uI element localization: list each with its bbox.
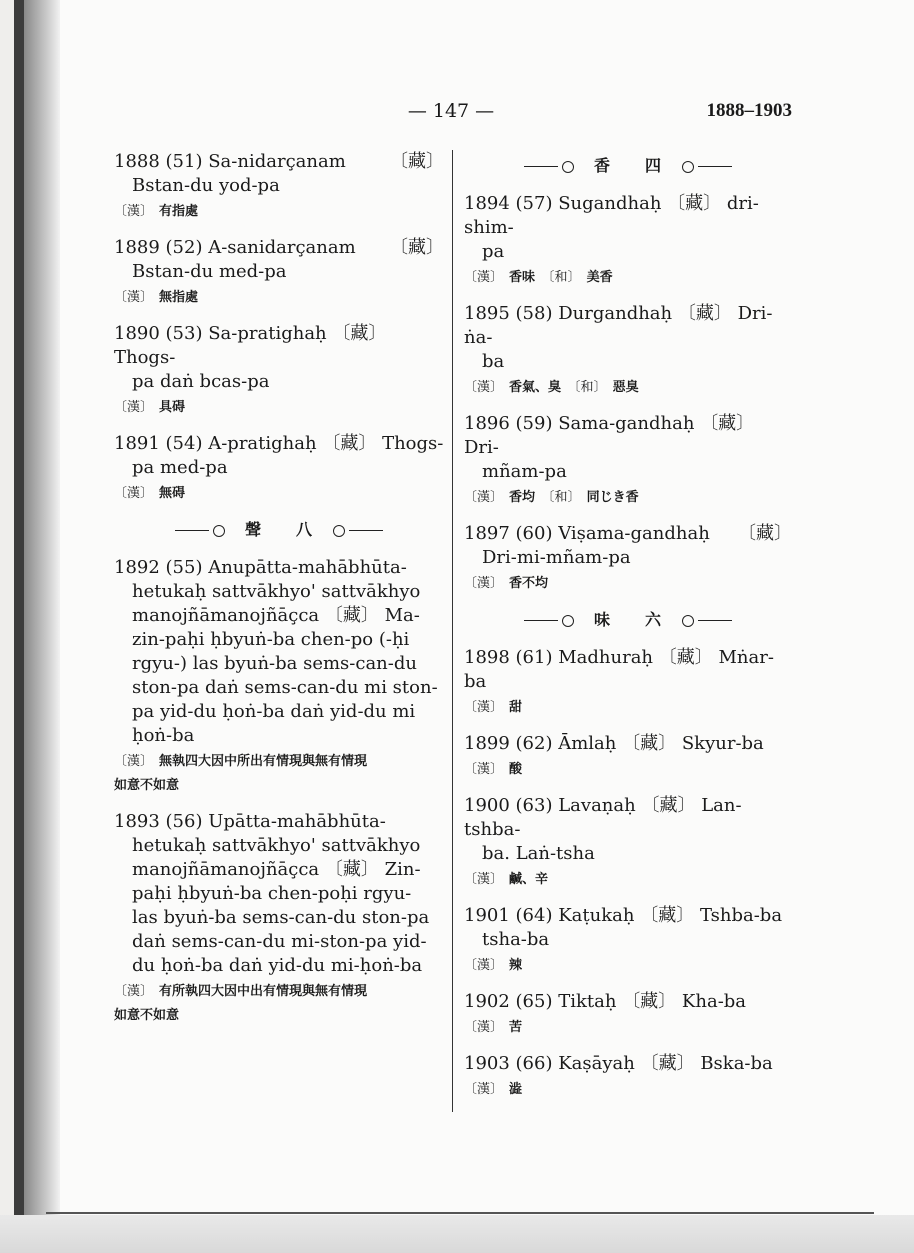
chinese-term: 香不均: [509, 576, 549, 591]
tibetan-tag: 〔藏〕: [390, 237, 444, 258]
tibetan-term: Tshba-ba: [699, 905, 783, 926]
entry-number: 1898 (61): [464, 647, 553, 668]
sanskrit-term: Sugandhaḥ: [558, 193, 662, 214]
page-bottom-rule: [46, 1212, 874, 1214]
dictionary-entry: [464, 522, 792, 594]
entry-continuation: pa daṅ bcas-pa: [132, 371, 270, 392]
chinese-equivalent: [464, 574, 792, 594]
section-heading-smell: 香 四: [464, 154, 792, 178]
chinese-equivalent: [464, 378, 792, 398]
chinese-tag: 〔漢〕: [114, 486, 154, 501]
entry-continuation: ḥoṅ-ba: [132, 725, 195, 746]
chinese-tag: 〔漢〕: [464, 270, 504, 285]
entry-number: 1902 (65): [464, 991, 553, 1012]
entry-headline: [464, 192, 792, 240]
chinese-term: 無碍: [159, 486, 186, 501]
entry-continuation: hetukaḥ sattvākhyo' sattvākhyo: [132, 581, 421, 602]
japanese-tag: 〔和〕: [574, 380, 607, 395]
tibetan-tag: 〔藏〕: [677, 303, 732, 324]
dictionary-entry: [464, 646, 792, 718]
entry-number: 1896 (59): [464, 413, 553, 434]
chinese-term: 苦: [509, 1020, 523, 1035]
sanskrit-term: Tiktaḥ: [558, 991, 617, 1012]
sanskrit-term: Viṣama-gandhaḥ: [558, 523, 710, 544]
sanskrit-term: Sama-gandhaḥ: [558, 413, 695, 434]
tibetan-tag: 〔藏〕: [738, 523, 792, 544]
sanskrit-term: Durgandhaḥ: [558, 303, 673, 324]
entry-headline: [114, 322, 444, 370]
entry-range: 1888–1903: [706, 100, 792, 121]
tibetan-tag: 〔藏〕: [667, 193, 722, 214]
tibetan-tag: 〔藏〕: [700, 413, 755, 434]
entry-continuation: Bstan-du med-pa: [132, 261, 287, 282]
entry-headline: [114, 556, 444, 580]
chinese-tag: 〔漢〕: [464, 1020, 504, 1035]
tibetan-tag: 〔藏〕: [640, 905, 695, 926]
entry-continuation: du ḥoṅ-ba daṅ yid-du mi-ḥoṅ-ba: [132, 955, 423, 976]
entry-headline: [114, 236, 444, 260]
tibetan-term: dri-shim-: [464, 193, 759, 238]
chinese-tag: 〔漢〕: [464, 576, 504, 591]
tibetan-term: Dri-: [464, 437, 499, 458]
chinese-tag: 〔漢〕: [114, 984, 154, 999]
entry-continuation: ston-pa daṅ sems-can-du mi ston-: [132, 677, 438, 698]
chinese-term: 澁: [509, 1082, 523, 1097]
dictionary-entry: [114, 432, 444, 504]
tibetan-tag: 〔藏〕: [641, 795, 696, 816]
entry-continuation: hetukaḥ sattvākhyo' sattvākhyo: [132, 835, 421, 856]
chinese-term: 有所執四大因中出有情現與無有情現: [159, 984, 368, 999]
chinese-tag: 〔漢〕: [464, 490, 504, 505]
japanese-term: 同じき香: [586, 490, 639, 505]
chinese-equivalent-cont: 如意不如意: [114, 778, 180, 793]
entry-number: 1901 (64): [464, 905, 553, 926]
tibetan-tag: 〔藏〕: [322, 433, 377, 454]
chinese-equivalent: [464, 760, 792, 780]
chinese-equivalent: [114, 982, 444, 1002]
dictionary-entry: [464, 794, 792, 890]
dictionary-entry: [114, 556, 444, 796]
dictionary-entry: [464, 990, 792, 1038]
chinese-equivalent: [114, 288, 444, 308]
entry-number: 1903 (66): [464, 1053, 553, 1074]
dictionary-entry: [464, 904, 792, 976]
entry-continuation: pa: [482, 241, 505, 262]
dictionary-entry: [464, 412, 792, 508]
entry-headline: [464, 904, 792, 928]
column-divider: [452, 150, 453, 1112]
tibetan-tag: 〔藏〕: [332, 323, 387, 344]
japanese-tag: 〔和〕: [548, 270, 581, 285]
entry-headline: [114, 150, 444, 174]
chinese-equivalent: [114, 202, 444, 222]
entry-headline: [114, 432, 444, 456]
right-column: [464, 150, 792, 1114]
entry-continuation: las byuṅ-ba sems-can-du ston-pa: [132, 907, 430, 928]
chinese-equivalent: [114, 398, 444, 418]
section-heading-sound: 聲 八: [114, 518, 444, 542]
entry-number: 1893 (56): [114, 811, 203, 832]
sanskrit-term: Kaṣāyaḥ: [558, 1053, 635, 1074]
dictionary-entry: [464, 192, 792, 288]
chinese-term: 酸: [509, 762, 523, 777]
tibetan-term: Kha-ba: [681, 991, 747, 1012]
tibetan-term: Skyur-ba: [681, 733, 764, 754]
entry-continuation: ba. Laṅ-tsha: [482, 843, 595, 864]
tibetan-term: Lan-tshba-: [464, 795, 742, 840]
entry-number: 1891 (54): [114, 433, 203, 454]
sanskrit-term: A-sanidarçanam: [208, 237, 356, 258]
chinese-equivalent-cont: 如意不如意: [114, 1008, 180, 1023]
dictionary-entry: [464, 732, 792, 780]
chinese-term: 無指處: [159, 290, 199, 305]
section-heading-taste: 味 六: [464, 608, 792, 632]
dictionary-entry: [464, 1052, 792, 1100]
chinese-term: 有指處: [159, 204, 199, 219]
chinese-equivalent: [464, 1080, 792, 1100]
entry-number: 1895 (58): [464, 303, 553, 324]
entry-headline: [464, 1052, 792, 1076]
entry-number: 1892 (55): [114, 557, 203, 578]
chinese-equivalent: [114, 484, 444, 504]
sanskrit-term: Upātta-mahābhūta-: [208, 811, 386, 832]
page-number: — 147 —: [407, 100, 495, 122]
japanese-tag: 〔和〕: [548, 490, 581, 505]
tibetan-tag: 〔藏〕: [622, 733, 677, 754]
chinese-tag: 〔漢〕: [464, 700, 504, 715]
chinese-equivalent: [114, 752, 444, 772]
chinese-tag: 〔漢〕: [114, 290, 154, 305]
sanskrit-term: Madhuraḥ: [558, 647, 654, 668]
chinese-term: 甜: [509, 700, 523, 715]
sanskrit-term: A-pratighaḥ: [208, 433, 317, 454]
entry-headline: [464, 732, 792, 756]
tibetan-term: Thogs-: [114, 347, 176, 368]
chinese-term: 香均: [509, 490, 536, 505]
chinese-equivalent: [464, 870, 792, 890]
entry-continuation: manojñāmanojñāçca 〔藏〕 Zin-: [132, 859, 421, 880]
chinese-tag: 〔漢〕: [464, 762, 504, 777]
chinese-term: 辣: [509, 958, 523, 973]
sanskrit-term: Lavaṇaḥ: [558, 795, 636, 816]
sanskrit-term: Āmlaḥ: [558, 733, 617, 754]
entry-continuation: manojñāmanojñāçca 〔藏〕 Ma-: [132, 605, 420, 626]
entry-headline: [464, 522, 792, 546]
entry-continuation: tsha-ba: [482, 929, 550, 950]
entry-number: 1899 (62): [464, 733, 553, 754]
dictionary-entry: [114, 322, 444, 418]
tibetan-tag: 〔藏〕: [658, 647, 713, 668]
entry-continuation: zin-paḥi ḥbyuṅ-ba chen-po (-ḥi: [132, 629, 410, 650]
entry-continuation: Bstan-du yod-pa: [132, 175, 280, 196]
chinese-equivalent: [464, 1018, 792, 1038]
chinese-term: 無執四大因中所出有情現與無有情現: [159, 754, 368, 769]
dictionary-entry: [114, 810, 444, 1026]
tibetan-term: Thogs-: [382, 433, 444, 454]
dictionary-entry: [114, 236, 444, 308]
chinese-term: 具碍: [159, 400, 186, 415]
japanese-term: 惡臭: [612, 380, 639, 395]
sanskrit-term: Kaṭukaḥ: [558, 905, 635, 926]
entry-continuation: paḥi ḥbyuṅ-ba chen-poḥi rgyu-: [132, 883, 412, 904]
chinese-equivalent: [464, 698, 792, 718]
entry-number: 1889 (52): [114, 237, 203, 258]
chinese-tag: 〔漢〕: [464, 1082, 504, 1097]
entry-headline: [464, 990, 792, 1014]
entry-number: 1897 (60): [464, 523, 553, 544]
entry-number: 1890 (53): [114, 323, 203, 344]
entry-headline: [464, 794, 792, 842]
sanskrit-term: Anupātta-mahābhūta-: [208, 557, 407, 578]
left-column: [114, 150, 444, 1040]
chinese-tag: 〔漢〕: [464, 380, 504, 395]
entry-headline: [464, 646, 792, 694]
tibetan-tag: 〔藏〕: [640, 1053, 695, 1074]
dictionary-entry: [464, 302, 792, 398]
page-bottom-edge: [0, 1215, 914, 1253]
chinese-tag: 〔漢〕: [114, 754, 154, 769]
chinese-term: 香味: [509, 270, 536, 285]
entry-continuation: pa yid-du ḥoṅ-ba daṅ yid-du mi: [132, 701, 416, 722]
sanskrit-term: Sa-pratighaḥ: [208, 323, 327, 344]
japanese-term: 美香: [586, 270, 613, 285]
chinese-equivalent: [464, 488, 792, 508]
tibetan-term: Mṅar-ba: [464, 647, 774, 692]
chinese-equivalent: [464, 956, 792, 976]
entry-headline: [114, 810, 444, 834]
chinese-term: 香氣、臭: [509, 380, 562, 395]
entry-continuation: mñam-pa: [482, 461, 567, 482]
entry-number: 1888 (51): [114, 151, 203, 172]
entry-continuation: Dri-mi-mñam-pa: [482, 547, 631, 568]
chinese-equivalent: [464, 268, 792, 288]
entry-continuation: daṅ sems-can-du mi-ston-pa yid-: [132, 931, 427, 952]
chinese-tag: 〔漢〕: [114, 400, 154, 415]
dictionary-entry: [114, 150, 444, 222]
tibetan-tag: 〔藏〕: [390, 151, 444, 172]
entry-continuation: pa med-pa: [132, 457, 228, 478]
tibetan-tag: 〔藏〕: [622, 991, 677, 1012]
chinese-term: 鹹、辛: [509, 872, 549, 887]
tibetan-term: Dri-ṅa-: [464, 303, 773, 348]
chinese-tag: 〔漢〕: [114, 204, 154, 219]
entry-number: 1900 (63): [464, 795, 553, 816]
chinese-tag: 〔漢〕: [464, 958, 504, 973]
entry-continuation: rgyu-) las byuṅ-ba sems-can-du: [132, 653, 417, 674]
sanskrit-term: Sa-nidarçanam: [208, 151, 346, 172]
tibetan-term: Bska-ba: [700, 1053, 773, 1074]
entry-headline: [464, 412, 792, 460]
book-spine-edge: [14, 0, 24, 1253]
chinese-tag: 〔漢〕: [464, 872, 504, 887]
entry-headline: [464, 302, 792, 350]
entry-continuation: ba: [482, 351, 505, 372]
entry-number: 1894 (57): [464, 193, 553, 214]
